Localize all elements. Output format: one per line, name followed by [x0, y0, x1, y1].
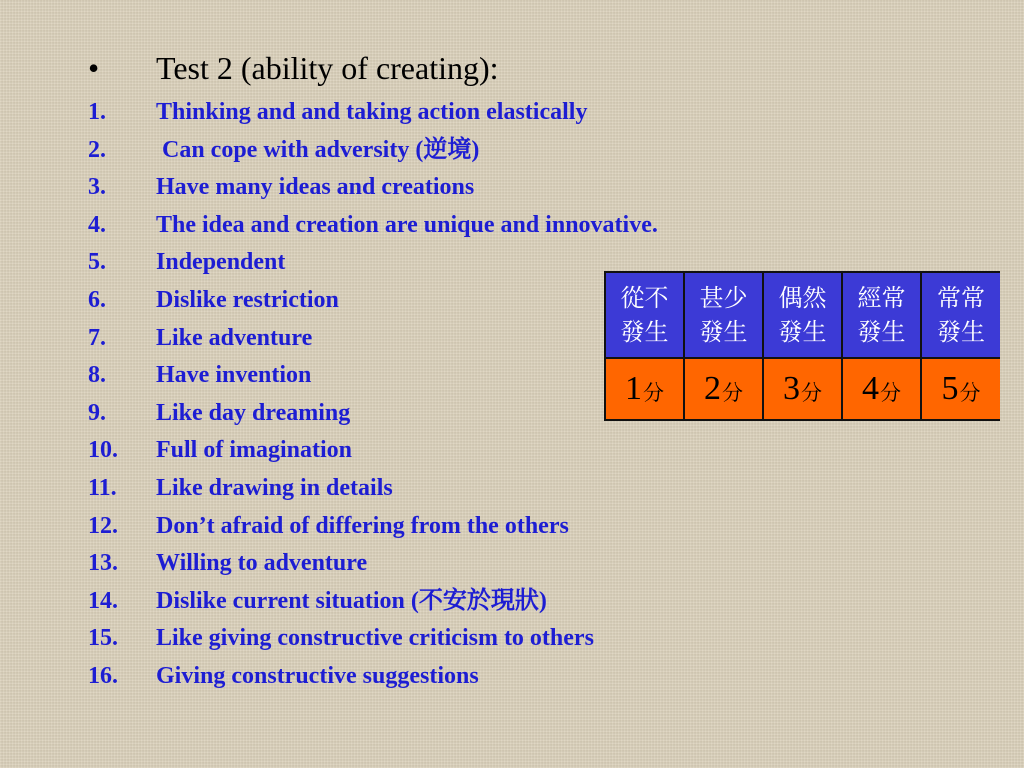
list-item: [88, 282, 658, 320]
item-text: The idea and creation are unique and innovative.: [156, 211, 658, 238]
item-number: 3.: [88, 174, 106, 201]
score-unit: 分: [643, 381, 664, 405]
item-number: 2.: [88, 136, 106, 163]
item-number: 8.: [88, 362, 106, 389]
item-number: 6.: [88, 286, 106, 313]
item-number: 14.: [88, 587, 118, 614]
item-number: 12.: [88, 512, 118, 539]
item-text: Thinking and and taking action elastically: [156, 99, 588, 125]
item-number: 5.: [88, 249, 106, 276]
item-number: 7.: [88, 324, 106, 351]
item-number: 4.: [88, 211, 106, 238]
item-text: Don’t afraid of differing from the others: [156, 512, 569, 539]
title-text: Test 2 (ability of creating):: [156, 50, 499, 86]
score-unit: 分: [959, 381, 981, 405]
scale-score-cell: [843, 359, 920, 419]
list-item: [88, 207, 658, 245]
criteria-list: [88, 94, 658, 696]
item-text: Dislike current situation (不安於現狀): [156, 587, 547, 614]
list-item: [88, 508, 658, 546]
scale-header-cell: 甚少發生: [685, 273, 762, 357]
list-item: [88, 583, 658, 621]
item-text: Have many ideas and creations: [156, 174, 475, 201]
score-unit: 分: [880, 381, 901, 405]
rating-scale-table: [604, 271, 1000, 421]
scale-score-cell: [685, 359, 762, 419]
item-text: Can cope with adversity (逆境): [156, 136, 480, 163]
score-value: 2: [704, 370, 721, 407]
item-number: 15.: [88, 625, 118, 652]
list-item: [88, 545, 658, 583]
score-value: 5: [941, 370, 959, 407]
score-value: 4: [862, 370, 879, 407]
score-value: 3: [783, 370, 800, 407]
scale-header-cell: 偶然發生: [764, 273, 841, 357]
item-text: Like drawing in details: [156, 474, 393, 501]
item-text: Full of imagination: [156, 437, 353, 464]
item-number: 1.: [88, 99, 106, 125]
item-number: 16.: [88, 662, 118, 689]
scale-header-row: [606, 273, 1000, 357]
item-text: Like day dreaming: [156, 399, 351, 426]
scale-header-cell: 從不發生: [606, 273, 683, 357]
title-bullet: •: [88, 50, 100, 86]
item-text: Like adventure: [156, 324, 313, 351]
item-number: 11.: [88, 474, 117, 501]
score-value: 1: [625, 370, 642, 407]
slide-title: [88, 50, 499, 87]
item-text: Willing to adventure: [156, 550, 368, 577]
scale-header-cell: 常常發生: [922, 273, 1000, 357]
score-unit: 分: [801, 381, 822, 405]
list-item: [88, 658, 658, 696]
list-item: [88, 432, 658, 470]
list-item: [88, 132, 658, 170]
item-text: Like giving constructive criticism to others: [156, 625, 594, 652]
item-number: 9.: [88, 399, 106, 426]
list-item: [88, 169, 658, 207]
item-text: Independent: [156, 249, 286, 276]
list-item: [88, 94, 658, 132]
item-text: Giving constructive suggestions: [156, 662, 479, 689]
list-item: [88, 620, 658, 658]
list-item: [88, 244, 658, 282]
scale-header-cell: 經常發生: [843, 273, 920, 357]
scale-score-cell: [606, 359, 683, 419]
list-item: [88, 470, 658, 508]
item-number: 13.: [88, 550, 118, 577]
item-number: 10.: [88, 437, 118, 464]
list-item: [88, 357, 658, 395]
list-item: [88, 395, 658, 433]
item-text: Dislike restriction: [156, 286, 339, 313]
list-item: [88, 320, 658, 358]
scale-score-row: [606, 359, 1000, 419]
score-unit: 分: [722, 381, 743, 405]
item-text: Have invention: [156, 362, 312, 389]
scale-score-cell: [922, 359, 1000, 419]
scale-score-cell: [764, 359, 841, 419]
